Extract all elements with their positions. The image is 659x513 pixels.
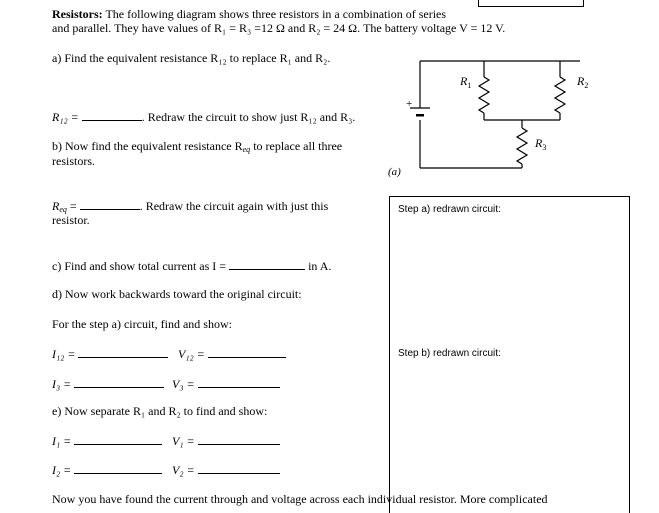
r2-label: $R_2$ (577, 74, 589, 90)
part-b-question (52, 139, 342, 153)
i1-line (52, 433, 162, 448)
part-b-answer-line (52, 198, 328, 213)
r1-label: $R_1$ (460, 74, 472, 90)
part-c-question: c) Find and show total current as I = (52, 259, 230, 273)
circuit-diagram (380, 50, 610, 185)
step-a-label: Step a) redrawn circuit: (398, 204, 501, 215)
battery-plus: + (406, 98, 413, 110)
v2-blank[interactable] (198, 462, 280, 474)
part-b-question-2: resistors. (52, 154, 95, 168)
i12-line (52, 346, 168, 361)
v3-label: V₃ = (172, 377, 198, 391)
i12-label: I₁₂ = (52, 347, 79, 361)
intro-text-1: The following diagram shows three resistors in a combination of series (105, 7, 447, 21)
v1-blank[interactable] (198, 433, 280, 445)
part-d-question: d) Now work backwards toward the original circuit: (52, 287, 302, 301)
footer-text: Now you have found the current through and voltage across each individual resistor. More complicated (52, 492, 548, 506)
v3-blank[interactable] (198, 376, 280, 388)
part-d-subheading: For the step a) circuit, find and show: (52, 317, 232, 331)
part-b-q-start: b) Now find the equivalent resistance R (52, 139, 243, 153)
i2-label: I₂ = (52, 463, 75, 477)
intro-heading: Resistors: (52, 7, 103, 21)
v12-label: V₁₂ = (178, 347, 208, 361)
part-a-answer-line (52, 109, 355, 124)
req-blank[interactable] (80, 198, 140, 210)
v2-line (172, 462, 280, 477)
i2-line (52, 462, 162, 477)
v3-line (172, 376, 280, 391)
part-a-instruction: . Redraw the circuit to show just R₁₂ and R₃. (141, 110, 356, 124)
r2-zigzag (555, 77, 565, 113)
i3-line (52, 376, 164, 391)
r3-label: $R_3$ (535, 136, 547, 152)
v12-line (178, 346, 286, 361)
part-b-instruction-2: resistor. (52, 213, 90, 227)
i3-blank[interactable] (74, 376, 164, 388)
v1-label: V₁ = (172, 434, 198, 448)
req-label: R (52, 199, 60, 213)
r12-label: R₁₂ = (52, 110, 82, 124)
step-b-label: Step b) redrawn circuit: (398, 348, 501, 359)
i1-label: I₁ = (52, 434, 75, 448)
diagram-caption: (a) (388, 166, 401, 178)
i1-blank[interactable] (74, 433, 162, 445)
intro-line-1 (52, 7, 446, 21)
v2-label: V₂ = (172, 463, 198, 477)
i12-blank[interactable] (78, 346, 168, 358)
redraw-box (389, 196, 630, 513)
i3-label: I₃ = (52, 377, 75, 391)
part-c-units: in A. (305, 259, 332, 273)
intro-line-2: and parallel. They have values of R₁ = R₃ =12 Ω and R₂ = 24 Ω. The battery voltage V = 12 V. (52, 21, 506, 35)
battery-short-plate (416, 114, 424, 117)
part-b-instruction: . Redraw the circuit again with just this (139, 199, 329, 213)
part-e-question: e) Now separate R₁ and R₂ to find and show: (52, 404, 268, 418)
v12-blank[interactable] (208, 346, 286, 358)
r3-zigzag (517, 128, 527, 164)
part-c-line (52, 258, 331, 273)
part-a-question: a) Find the equivalent resistance R₁₂ to replace R₁ and R₂. (52, 51, 331, 65)
part-b-q-sub: eq (242, 145, 251, 154)
v1-line (172, 433, 280, 448)
i2-blank[interactable] (74, 462, 162, 474)
current-blank[interactable] (229, 258, 305, 270)
req-sub: eq (59, 205, 67, 214)
r1-zigzag (479, 77, 489, 113)
header-box (478, 0, 584, 7)
part-b-q-end: to replace all three (250, 139, 343, 153)
r12-blank[interactable] (82, 109, 142, 121)
req-eq: = (66, 199, 80, 213)
